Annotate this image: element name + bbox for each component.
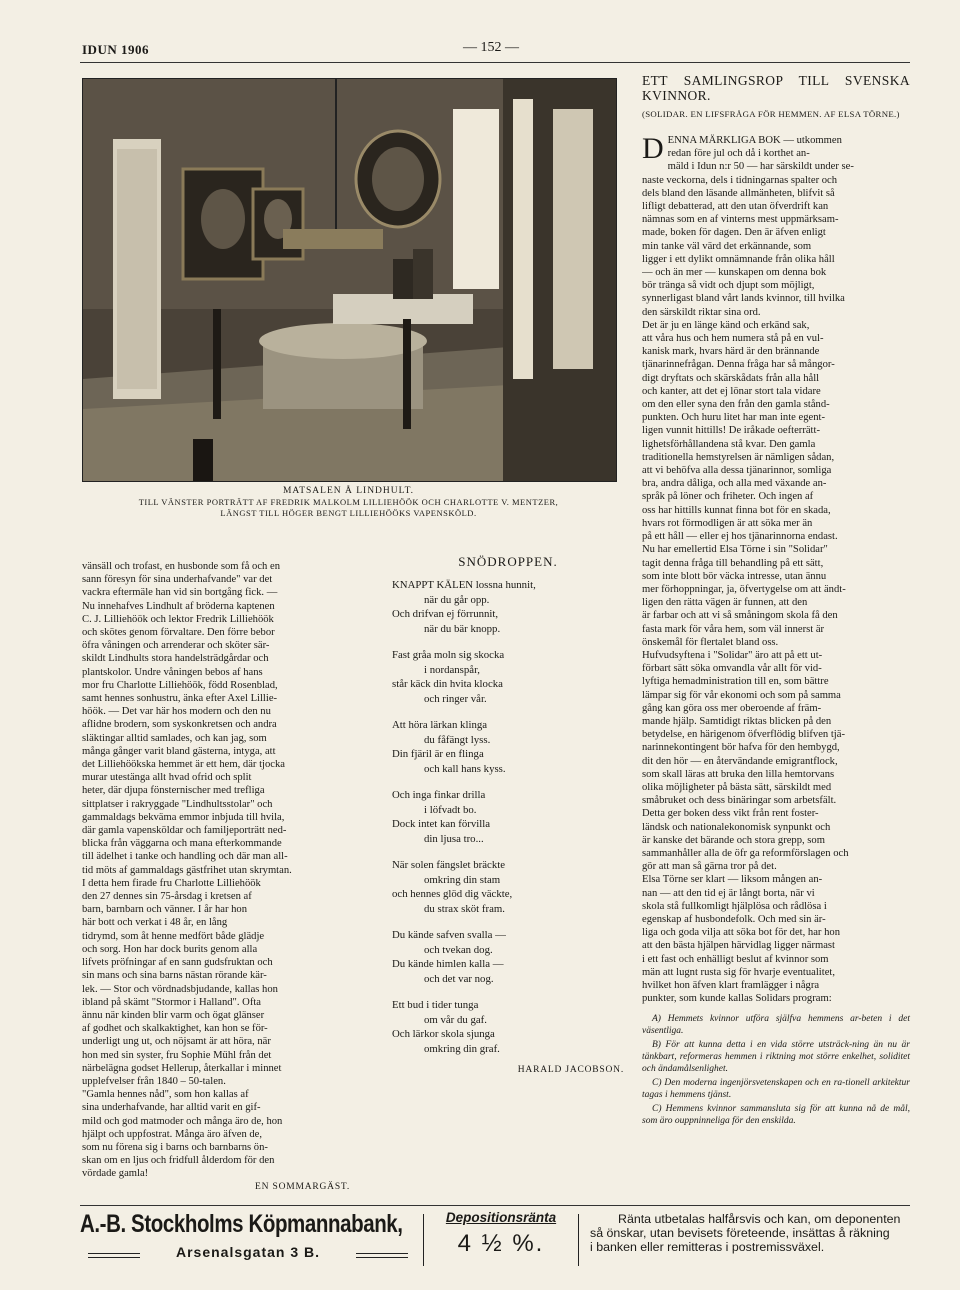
text-line: män att lugnt rusta sig för hvarje eventualitet,: [642, 966, 835, 978]
text-line: ländsk och nationalekonomisk synpunkt och: [642, 821, 831, 833]
poem-stanza: [392, 928, 624, 986]
poem-line: och tvekan dog.: [424, 943, 493, 956]
text-line: lämpar sig för vår ekonomi och som på samma: [642, 689, 841, 701]
text-line: bör tränga så vidt och djupt som möjligt,: [642, 280, 815, 292]
text-line: kanisk mark, hvars härd är den brännande: [642, 346, 820, 358]
poem-line: Och lärkor skola sjunga: [392, 1028, 495, 1041]
text-line: Elsa Törne ser klart — liksom mången an-: [642, 874, 823, 886]
text-line: barn, barnbarn och vänner. I år har hon: [82, 904, 248, 916]
text-line: olika möjligheter på bästa sätt, särskildt med: [642, 781, 832, 793]
text-line: punkter, som kunde kallas Solidars program:: [642, 993, 832, 1005]
poem-line: Fast gråa moln sig skocka: [392, 649, 505, 662]
text-line: skola stå fullkomligt hjälplösa och rådlösa i: [642, 900, 827, 912]
advert-text: [590, 1212, 912, 1254]
poem-line: Ett bud i tider tunga: [392, 999, 479, 1012]
text-line: traditionella hemstyrelsen är nämligen sådan,: [642, 451, 835, 463]
text-line: skildt Lindhults stora handelsträdgårdar och: [82, 653, 269, 665]
text-line: ännu när kinden blir varm och ögat glänser: [82, 1009, 265, 1021]
text-line: plantskolor. Undre våningen bebos af hans: [82, 666, 263, 678]
poem-line: och kall hans kyss.: [424, 762, 506, 775]
solidar-program: [642, 1013, 910, 1127]
text-line: tid möts af gammaldags gästfrihet utan skrymtan.: [82, 864, 292, 876]
text-line: Nu har emellertid Elsa Törne i sin "Solidar": [642, 544, 828, 556]
text-line: sann föresyn för sina underhafvande" var det: [82, 574, 273, 586]
text-line: min tanke väl värd det erkännande, som: [642, 240, 812, 252]
text-line: vackra eftermäle han vid sin bortgång fick. —: [82, 587, 278, 599]
text-line: språk på löner och friheter. Och ingen af: [642, 491, 814, 503]
text-line: tagit denna fråga till behandling på ett sätt,: [642, 557, 824, 569]
poem-line: KNAPPT KÄLEN lossna hunnit,: [392, 579, 536, 592]
text-line: det Lilliehöökska hemmet är ett hem, där tjocka: [82, 759, 285, 771]
address-rule-right: [356, 1253, 408, 1258]
text-line: skan om en ljus och fridfull ålderdom för den: [82, 1155, 275, 1167]
photo-caption: [82, 486, 615, 519]
header-rule: [80, 62, 910, 63]
deposit-label: Depositionsränta: [445, 1210, 557, 1225]
poem-line: du strax sköt fram.: [424, 902, 505, 915]
poem-line: omkring din graf.: [424, 1042, 500, 1055]
poem-line: i löfvadt bo.: [424, 803, 477, 816]
poem: [392, 555, 624, 1077]
text-line: och skötes genom förvaltare. Den förre bebor: [82, 627, 275, 639]
text-line: sammanhåller alla de öfr ga reformförslagen och: [642, 847, 849, 859]
text-line: samt hennes sonhustru, änka efter Axel Lillie-: [82, 693, 278, 705]
caption-title: MATSALEN Å LINDHULT.: [282, 486, 415, 496]
text-line: "Gamla hennes nåd", som hon kallas af: [82, 1089, 249, 1101]
text-line: att den bästa hjälpen härvidlag ligger närmast: [642, 940, 835, 952]
program-item: A) Hemmets kvinnor utföra själfva hemmens ar-beten i det väsentliga.: [642, 1014, 910, 1037]
program-item: B) För att kunna detta i en vida större utsträck-ning än nu är tänkbart, reformeras hemmen i riktning mot större enkelhet, soliditet och ändamålsenlighet.: [642, 1040, 910, 1075]
text-line: lighetsförhållandena stå kvar. Den gamla: [642, 438, 816, 450]
poem-line: när du bär knopp.: [424, 622, 501, 635]
text-line: och sorg. Hon har dock burits genom alla: [82, 943, 258, 955]
text-line: där gamla vapensköldar och familjeporträtt ned-: [82, 825, 287, 837]
text-line: småbruket och dess binäringar som arbetsfält.: [642, 795, 837, 807]
advert-line: i banken eller remitteras i postremissväxel.: [590, 1240, 825, 1254]
text-line: murar utestänga allt hvad ofrid och split: [82, 772, 252, 784]
text-line: många gånger varit bland gästerna, intyga, att: [82, 745, 276, 757]
text-line: förbart sätt söka omvandla vår allt för vid-: [642, 663, 822, 675]
text-line: dit den hör — en återvändande emigrantflock,: [642, 755, 838, 767]
divider: [423, 1214, 424, 1266]
text-line: Det är ju en länge känd och erkänd sak,: [642, 319, 810, 331]
text-line: synnerligast bland vårt lands kvinnor, till hvilka: [642, 293, 845, 305]
signature: EN SOMMARGÄST.: [255, 1181, 350, 1192]
poem-stanza: [392, 578, 624, 636]
text-line: digt dryftats och skärskådats från alla håll: [642, 372, 820, 384]
text-line: Detta ger boken dess vikt från rent foster-: [642, 808, 819, 820]
text-line: närbelägna godset Hellerup, återkallar i minnet: [82, 1062, 282, 1074]
program-item: C) Hemmens kvinnor sammansluta sig för att kunna nå de mål, som äro ouppninneliga för den enskilda.: [642, 1104, 910, 1127]
article-title: ETT SAMLINGSROP TILL SVENSKA KVINNOR.: [642, 73, 910, 103]
text-line: naste veckorna, dels i tidningarnas spalter och: [642, 174, 838, 186]
text-line: ibland på skämt "Stormor i Halland". Ofta: [82, 996, 261, 1008]
bank-advertisement: [80, 1205, 910, 1272]
text-line: tidrymd, som åt henne medfört både glädje: [82, 930, 265, 942]
text-line: mande hjälp. Samtidigt riktas blicken på den: [642, 715, 832, 727]
text-line: aflidne brodern, som syskonkretsen och andra: [82, 719, 277, 731]
article-subtitle: (SOLIDAR. EN LIFSFRÅGA FÖR HEMMEN. AF ELSA TÖRNE.): [642, 109, 900, 119]
text-line: liga och goda vilja att söka bot för det, har hon: [642, 927, 840, 939]
poem-line: Och drifvan ej förrunnit,: [392, 608, 499, 621]
text-line: lyftiga hemadministration till en, som bättre: [642, 676, 829, 688]
poem-line: omkring din stam: [424, 873, 501, 886]
text-line: är kanske det bärande och stora grepp, som: [642, 834, 825, 846]
advert-line: Ränta utbetalas halfårsvis och kan, om deponenten: [618, 1212, 901, 1226]
text-line: mor fru Charlotte Lilliehöök, född Rosenblad,: [82, 679, 278, 691]
poem-line: och ringer vår.: [424, 692, 487, 705]
text-line: heter, där djupa fönsternischer med trefliga: [82, 785, 265, 797]
poem-line: Dock intet kan förvilla: [392, 818, 491, 831]
text-line: narinnekontingent bör hafva för den hembygd,: [642, 742, 840, 754]
text-line: dels bland den läsande allmänheten, blifvit så: [642, 187, 835, 199]
advert-line: så önskar, utan bevisets företeende, insättas å räkning: [590, 1226, 890, 1240]
text-line: lek. — Stor och vördnadsbjudande, kallas hon: [82, 983, 278, 995]
article-continuation-text: [82, 560, 350, 1181]
poem-line: Du kände safven svalla —: [392, 929, 506, 942]
text-line: gång kan göra oss mer oberoende af främ-: [642, 702, 822, 714]
text-line: upplefvelser från 1840 – 50-talen.: [82, 1075, 226, 1087]
text-line: lifvets pröfningar af en sann gudsfruktan och: [82, 957, 273, 969]
text-line: hvilket hon äfven klart framlägger i några: [642, 980, 820, 991]
text-line: släktingar alltid samlades, och kan jag, som: [82, 732, 267, 744]
text-line: egenskap af husbondefolk. Och med sin är-: [642, 913, 826, 925]
poem-author: HARALD JACOBSON.: [517, 1065, 624, 1076]
text-line: som skall läras att bruka den lilla hemtorvans: [642, 768, 835, 780]
article-continuation: [82, 560, 350, 1194]
text-line: C. J. Lilliehöök och lektor Fredrik Lilliehöök: [82, 613, 274, 625]
publication-header: IDUN 1906: [82, 42, 149, 57]
poem-stanza: [392, 998, 624, 1056]
text-line: bra, andra dåliga, och alla med växande an-: [642, 478, 827, 490]
text-line: af godhet och skalkaktighet, kan hon se för-: [82, 1023, 268, 1035]
text-line: sina underhafvande, har alltid varit en gif-: [82, 1102, 261, 1114]
text-line: gör att man så gärna tror på det.: [642, 861, 777, 873]
text-line: hon med sin syster, fru Sophie Mühl från det: [82, 1049, 272, 1061]
poem-line: när du går opp.: [424, 593, 490, 606]
text-line: blicka från väggarna och mana efterkommande: [82, 838, 282, 850]
text-line: gammaldags bekväma emmor inbjuda till hvila,: [82, 811, 285, 823]
text-line: lifligt debatterad, att den utan öfverdrift kan: [642, 201, 829, 213]
text-line: hjälpt och uppfostrat. Många äro äfven de,: [82, 1128, 263, 1140]
poem-stanza: [392, 648, 624, 706]
text-line: sittplatser i rakryggade "Lindhultsstolar" och: [82, 798, 273, 810]
text-line: här bott och verkat i 48 år, en lång: [82, 917, 228, 929]
article-body: [642, 134, 910, 1005]
dining-room-photo-drawing: [83, 79, 616, 481]
text-line: nämnas som en af vinterns mest uppmärksam-: [642, 214, 839, 226]
text-line: den 27 dennes sin 75-årsdag i kretsen af: [82, 891, 252, 903]
text-line: mer förhoppningar, ja, öfvertygelse om att ändt-: [642, 583, 846, 595]
bank-address: Arsenalsgatan 3 B.: [175, 1244, 321, 1260]
text-line: Nu innehafves Lindhult af bröderna kaptenen: [82, 600, 275, 612]
poem-stanza: [392, 718, 624, 776]
text-line: vänsäll och trofast, en husbonde som få och en: [82, 561, 280, 572]
text-line: hvars rot förmodligen är att söka mer än: [642, 517, 813, 529]
text-line: redan före jul och då i korthet an-: [667, 148, 810, 160]
text-line: ligen vunnit hittills! De iråkade oefterrätt-: [642, 425, 820, 437]
text-line: är farbar och att vi så småningom skola få den: [642, 610, 838, 622]
text-line: sin mans och sina barns nästan rörande kär-: [82, 970, 267, 982]
text-line: mäld i Idun n:r 50 — har särskildt under se-: [667, 161, 854, 173]
poem-title: SNÖDROPPEN.: [458, 554, 558, 569]
text-line: — och än mer — kunskapen om denna bok: [642, 267, 827, 279]
text-line: öfra våningen och arrenderar och sköter sär-: [82, 640, 270, 652]
text-line: den särskildt riktar sina ord.: [642, 306, 761, 318]
text-line: underligt ung ut, och nöjsamt är att höra, när: [82, 1036, 271, 1048]
poem-stanza: [392, 858, 624, 916]
poem-line: i nordanspår,: [424, 663, 480, 676]
text-line: fasta mark för våra hem, som väl innerst är: [642, 623, 825, 635]
caption-line: TILL VÄNSTER PORTRÄTT AF FREDRIK MALKOLM LILLIEHÖÖK OCH CHARLOTTE V. MENTZER,: [138, 497, 559, 507]
text-line: på ett håll — eller ej hos tjänarinnorna endast.: [642, 531, 838, 543]
text-line: vördade gamla!: [82, 1168, 149, 1180]
poem-line: din ljusa tro...: [424, 832, 484, 845]
text-line: tjänarinnefrågan. Denna fråga har så mångor-: [642, 359, 835, 371]
text-line: ligen den rätta vägen är funnen, att den: [642, 597, 808, 609]
text-line: att vi behöfva alla dessa tjänarinnor, somliga: [642, 465, 832, 477]
text-line: made, boken för dagen. Den är äfven enligt: [642, 227, 826, 239]
poem-line: Din fjäril är en flinga: [392, 748, 484, 761]
divider: [578, 1214, 579, 1266]
text-line: om den eller syna den från den gamla stånd-: [642, 399, 830, 411]
poem-line: När solen fängslet bräckte: [392, 859, 506, 872]
text-line: och kanter, att det ej lönar stort tala vidare: [642, 385, 821, 397]
text-line: betydelse, en härigenom öfverflödig blifven tjä-: [642, 729, 845, 741]
text-line: Hufvudsyftena i "Solidar" äro att på ett ut-: [642, 649, 823, 661]
text-line: höök. — Det var här hos modern och den nu: [82, 706, 271, 718]
poem-line: Att höra lärkan klinga: [392, 719, 488, 732]
poem-line: och hennes glöd dig väckte,: [392, 888, 513, 901]
deposit-rate: 4 ½ %.: [457, 1230, 545, 1257]
text-line: nan — att den tid ej är långt borta, när vi: [642, 887, 815, 899]
bank-name: A.-B. Stockholms Köpmannabank,: [80, 1210, 403, 1238]
drop-cap: D: [642, 132, 664, 165]
poem-stanza: [392, 788, 624, 846]
caption-line: LÄNGST TILL HÖGER BENGT LILLIEHÖÖKS VAPENSKÖLD.: [220, 508, 477, 518]
text-line: ligger i ett dylikt omnämnande från olika håll: [642, 253, 835, 265]
text-line: oss har hittills kunnat finna bot för en skada,: [642, 504, 831, 516]
poem-stanzas: [392, 578, 624, 1056]
text-line: punkten. Och huru litet har man inte egent-: [642, 412, 825, 424]
text-line: till ädelhet i tanke och handling och där man all-: [82, 851, 288, 863]
poem-line: Och inga finkar drilla: [392, 789, 486, 802]
poem-line: står käck din hvita klocka: [392, 678, 503, 691]
text-line: mild och god matmoder och många äro de, hon: [82, 1115, 283, 1127]
poem-line: om vår du gaf.: [424, 1013, 487, 1026]
text-line: som inte blott bör väcka intresse, utan ännu: [642, 570, 827, 582]
poem-line: du fåfängt lyss.: [424, 733, 491, 746]
text-line: I detta hem firade fru Charlotte Lilliehöök: [82, 877, 261, 889]
text-line: i ett fast och enhälligt beslut af kvinnor som: [642, 953, 829, 965]
dining-room-photo: [82, 78, 617, 482]
text-line: att våra hus och hem numera stå på en vul-: [642, 333, 824, 345]
poem-line: Du kände himlen kalla —: [392, 958, 504, 971]
page-number: — 152 —: [463, 40, 519, 55]
program-item: C) Den moderna ingenjörsvetenskapen och en ra-tionell arkitektur tagas i hemmens tjänst.: [642, 1078, 910, 1101]
text-line: önskemål för flertalet bland oss.: [642, 636, 779, 648]
text-line: ENNA MÄRKLIGA BOK — utkommen: [667, 135, 842, 146]
text-line: som nu förena sig i barns och barnbarns ön-: [82, 1141, 268, 1153]
poem-line: och det var nog.: [424, 972, 494, 985]
solidar-article: [642, 73, 910, 1129]
